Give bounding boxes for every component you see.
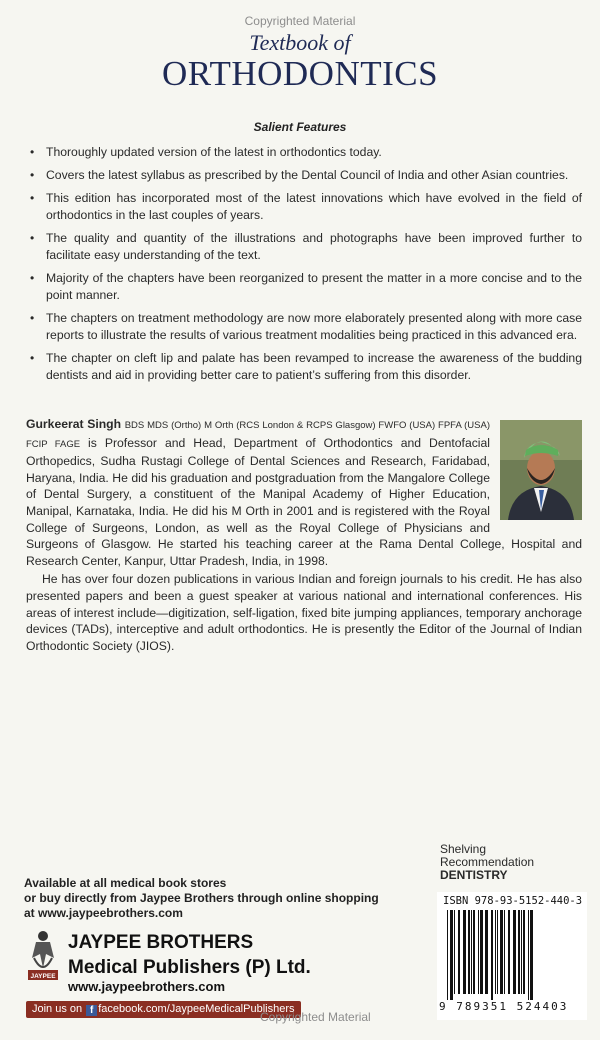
facebook-banner[interactable]: Join us on f facebook.com/JaypeeMedicalPublishers	[26, 1001, 301, 1018]
bullet-icon: •	[30, 168, 35, 182]
author-credentials: BDS MDS (Ortho) M Orth (RCS London & RCPS Glasgow) FWFO (USA) FPFA (USA) FCIP FAGE	[26, 420, 490, 450]
barcode-bar	[471, 910, 472, 994]
jaypee-logo-icon	[24, 928, 62, 990]
svg-text:JAYPEE: JAYPEE	[30, 973, 56, 980]
barcode-bar	[447, 910, 448, 1000]
barcode-bar	[504, 910, 505, 994]
author-name: Gurkeerat Singh	[26, 417, 122, 431]
facebook-icon: f	[86, 1005, 97, 1016]
publisher-name: JAYPEE BROTHERS Medical Publishers (P) Ltd.	[68, 932, 311, 978]
watermark-top: Copyrighted Material	[244, 14, 356, 28]
author-photo	[500, 420, 582, 520]
bullet-icon: •	[30, 191, 35, 205]
barcode-bar	[485, 910, 488, 994]
barcode-digits: 9 789351 524403	[439, 1000, 569, 1013]
barcode	[445, 910, 579, 1000]
list-item: • The chapter on cleft lip and palate has been revamped to increase the awareness of the budding dentists and aid in providing better care to patient’s suffering from this disorder.	[30, 351, 582, 382]
barcode-bar	[497, 910, 498, 994]
barcode-bar	[480, 910, 483, 994]
barcode-bar	[458, 910, 460, 994]
book-title-prefix: Textbook of	[249, 30, 351, 55]
watermark-bottom: Copyrighted Material	[260, 1010, 371, 1024]
bullet-icon: •	[30, 231, 35, 245]
bullet-icon: •	[30, 271, 35, 285]
bullet-icon: •	[30, 311, 35, 325]
barcode-bar	[468, 910, 470, 994]
bullet-icon: •	[30, 145, 35, 159]
list-item: • Majority of the chapters have been reorganized to present the matter in a more concise and to the point manner.	[30, 271, 582, 302]
publisher-url[interactable]: www.jaypeebrothers.com	[68, 979, 226, 994]
barcode-bar	[473, 910, 475, 994]
shelving-recommendation: Shelving Recommendation DENTISTRY	[440, 842, 535, 882]
barcode-bar	[495, 910, 496, 994]
barcode-bar	[521, 910, 522, 994]
author-bio-paragraph-2: He has over four dozen publications in various Indian and foreign journals to his credit. He has also presented papers and been a guest speaker at various national and international conferences. His areas of interest include—digitization, self-ligation, fixed bite jumping appliances, temporary anchorage devices (TADs), interceptive and adult orthodontics. He is presently the Editor of the Journal of Indian Orthodontic Society (JIOS).	[26, 572, 582, 653]
availability-notice: Available at all medical book stores or buy directly from Jaypee Brothers through online shopping at www.jaypeebrothers.com	[24, 876, 379, 920]
bullet-icon: •	[30, 351, 35, 365]
barcode-bar	[528, 910, 529, 1000]
features-list	[26, 144, 582, 390]
list-item: • Thoroughly updated version of the latest in orthodontics today.	[30, 145, 382, 159]
barcode-bar	[463, 910, 466, 994]
barcode-bar	[530, 910, 533, 1000]
barcode-bar	[478, 910, 479, 994]
list-item: • This edition has incorporated most of the latest innovations which have evolved in the field of orthodontics in the last couples of years.	[30, 191, 582, 222]
book-title: ORTHODONTICS	[161, 54, 439, 93]
isbn-barcode-block	[437, 892, 587, 1020]
barcode-bar	[500, 910, 503, 994]
barcode-bar	[523, 910, 525, 994]
facebook-link[interactable]: facebook.com/JaypeeMedicalPublishers	[98, 1003, 295, 1015]
barcode-bar	[491, 910, 493, 1000]
shelving-category: DENTISTRY	[440, 868, 508, 882]
author-bio	[26, 416, 582, 654]
features-heading: Salient Features	[253, 120, 347, 134]
list-item: • The quality and quantity of the illustrations and photographs have been improved further to facilitate easy understanding of the text.	[30, 231, 582, 262]
barcode-bar	[508, 910, 510, 994]
isbn-label: ISBN 978-93-5152-440-3	[443, 895, 583, 907]
barcode-bar	[454, 910, 455, 994]
author-bio-paragraph-1: is Professor and Head, Department of Orthodontics and Dentofacial Orthopedics, Sudha Rustagi College of Dental Sciences and Research, Faridabad, Haryana, India. He did his graduation and postgraduation from the Mangalore College of Dental Surgery, a constituent of the Manipal Academy of Higher Education, Manipal, Karnataka, India. He did his M Orth in 2001 and is registered with the Royal College of Surgeons, London, as well as the Royal College of Physicians and Surgeons of Glasgow. He started his teaching career at the Rama Dental College, Hospital and Research Center, Kanpur, Uttar Pradesh, India, in 1998.	[26, 435, 582, 568]
barcode-bar	[518, 910, 520, 994]
barcode-bar	[450, 910, 453, 1000]
list-item: • Covers the latest syllabus as prescribed by the Dental Council of India and other Asian countries.	[30, 168, 569, 182]
list-item: • The chapters on treatment methodology are now more elaborately presented along with more case reports to illustrate the results of various treatment modalities being practiced in this advanced era.	[30, 311, 582, 342]
barcode-bar	[513, 910, 516, 994]
